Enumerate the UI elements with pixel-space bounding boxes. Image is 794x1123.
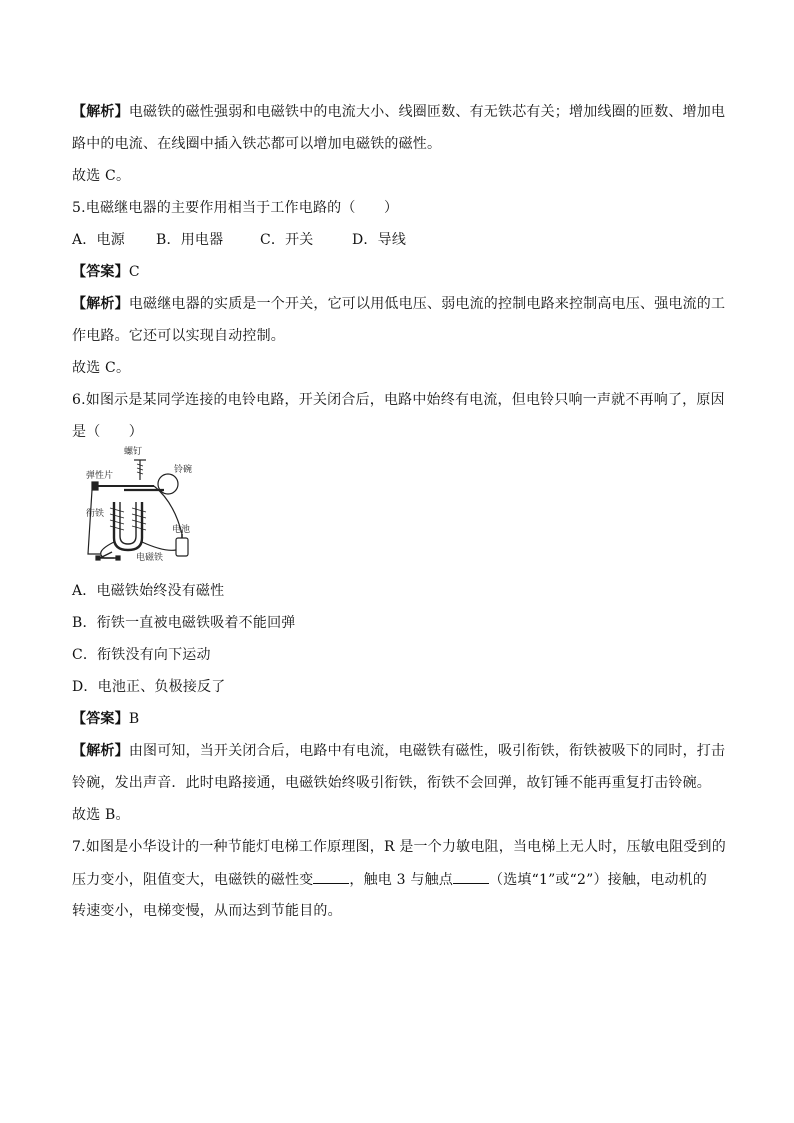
q7-stem-line3: 转速变小，电梯变慢，从而达到节能目的。 <box>72 903 342 919</box>
electromagnet-shape <box>114 502 142 550</box>
q6-analysis-line1 <box>72 741 725 761</box>
q7-text-a: 压力变小，阻值变大，电磁铁的磁性变 <box>72 872 314 888</box>
analysis-label: 【解析】 <box>72 743 129 759</box>
analysis-label: 【解析】 <box>72 296 129 312</box>
q5-option-b: B．用电器 <box>156 232 224 248</box>
q6-stem-line1: 6.如图示是某同学连接的电铃电路，开关闭合后，电路中始终有电流，但电铃只响一声就不再响了，原因 <box>72 392 725 408</box>
q5-options <box>72 230 406 250</box>
q5-option-a: A．电源 <box>72 232 125 248</box>
q6-answer <box>72 709 139 729</box>
q6-analysis-line2: 铃碗，发出声音．此时电路接通，电磁铁始终吸引衔铁，衔铁不会回弹，故钉锤不能再重复打击铃碗。 <box>72 775 711 791</box>
answer-value: C <box>128 264 140 280</box>
analysis-text: 由图可知，当开关闭合后，电路中有电流，电磁铁有磁性，吸引衔铁，衔铁被吸下的同时，打击 <box>128 743 726 759</box>
q7-stem-line1: 7.如图是小华设计的一种节能灯电梯工作原理图，R 是一个力敏电阻，当电梯上无人时，压敏电阻受到的 <box>72 839 726 855</box>
q6-option-d: D．电池正、负极接反了 <box>72 679 226 695</box>
q6-option-a: A．电磁铁始终没有磁性 <box>72 583 225 599</box>
electric-bell-circuit-figure <box>84 442 200 568</box>
q6-option-c: C．衔铁没有向下运动 <box>72 647 211 663</box>
label-bell: 铃碗 <box>174 465 193 475</box>
q4-analysis-line1 <box>72 102 725 122</box>
fill-blank-1 <box>313 869 349 884</box>
answer-label: 【答案】 <box>72 711 129 727</box>
label-electromagnet: 电磁铁 <box>136 553 164 563</box>
label-battery: 电池 <box>172 525 191 535</box>
q7-text-b: ，触电 3 与触点 <box>349 872 454 888</box>
answer-value: B <box>128 711 140 727</box>
label-screw: 螺钉 <box>124 447 143 457</box>
analysis-text: 电磁铁的磁性强弱和电磁铁中的电流大小、线圈匝数、有无铁芯有关；增加线圈的匝数、增加电 <box>128 104 726 120</box>
label-spring: 弹性片 <box>86 471 114 481</box>
analysis-text: 电磁继电器的实质是一个开关，它可以用低电压、弱电流的控制电路来控制高电压、强电流的工 <box>128 296 726 312</box>
q4-analysis-line2: 路中的电流、在线圈中插入铁芯都可以增加电磁铁的磁性。 <box>72 136 442 152</box>
q5-analysis-line1 <box>72 294 725 314</box>
answer-label: 【答案】 <box>72 264 129 280</box>
q5-stem: 5.电磁继电器的主要作用相当于工作电路的（ ） <box>72 200 399 216</box>
q6-option-b: B．衔铁一直被电磁铁吸着不能回弹 <box>72 615 296 631</box>
q5-option-d: D．导线 <box>352 232 407 248</box>
battery-shape <box>176 538 188 556</box>
fill-blank-2 <box>453 869 489 884</box>
q5-answer <box>72 262 140 282</box>
q4-conclusion: 故选 C。 <box>72 168 131 184</box>
bell-shape <box>158 474 178 494</box>
q5-option-c: C．开关 <box>260 232 314 248</box>
q7-stem-line2 <box>72 869 707 890</box>
q5-conclusion: 故选 C。 <box>72 360 131 376</box>
label-armature: 衔铁 <box>86 509 105 519</box>
q6-conclusion: 故选 B。 <box>72 807 130 823</box>
analysis-label: 【解析】 <box>72 104 129 120</box>
q5-analysis-line2: 作电路。它还可以实现自动控制。 <box>72 328 285 344</box>
q7-text-c: （选填“1”或“2”）接触，电动机的 <box>489 872 708 888</box>
q6-stem-line2: 是（ ） <box>72 424 143 440</box>
